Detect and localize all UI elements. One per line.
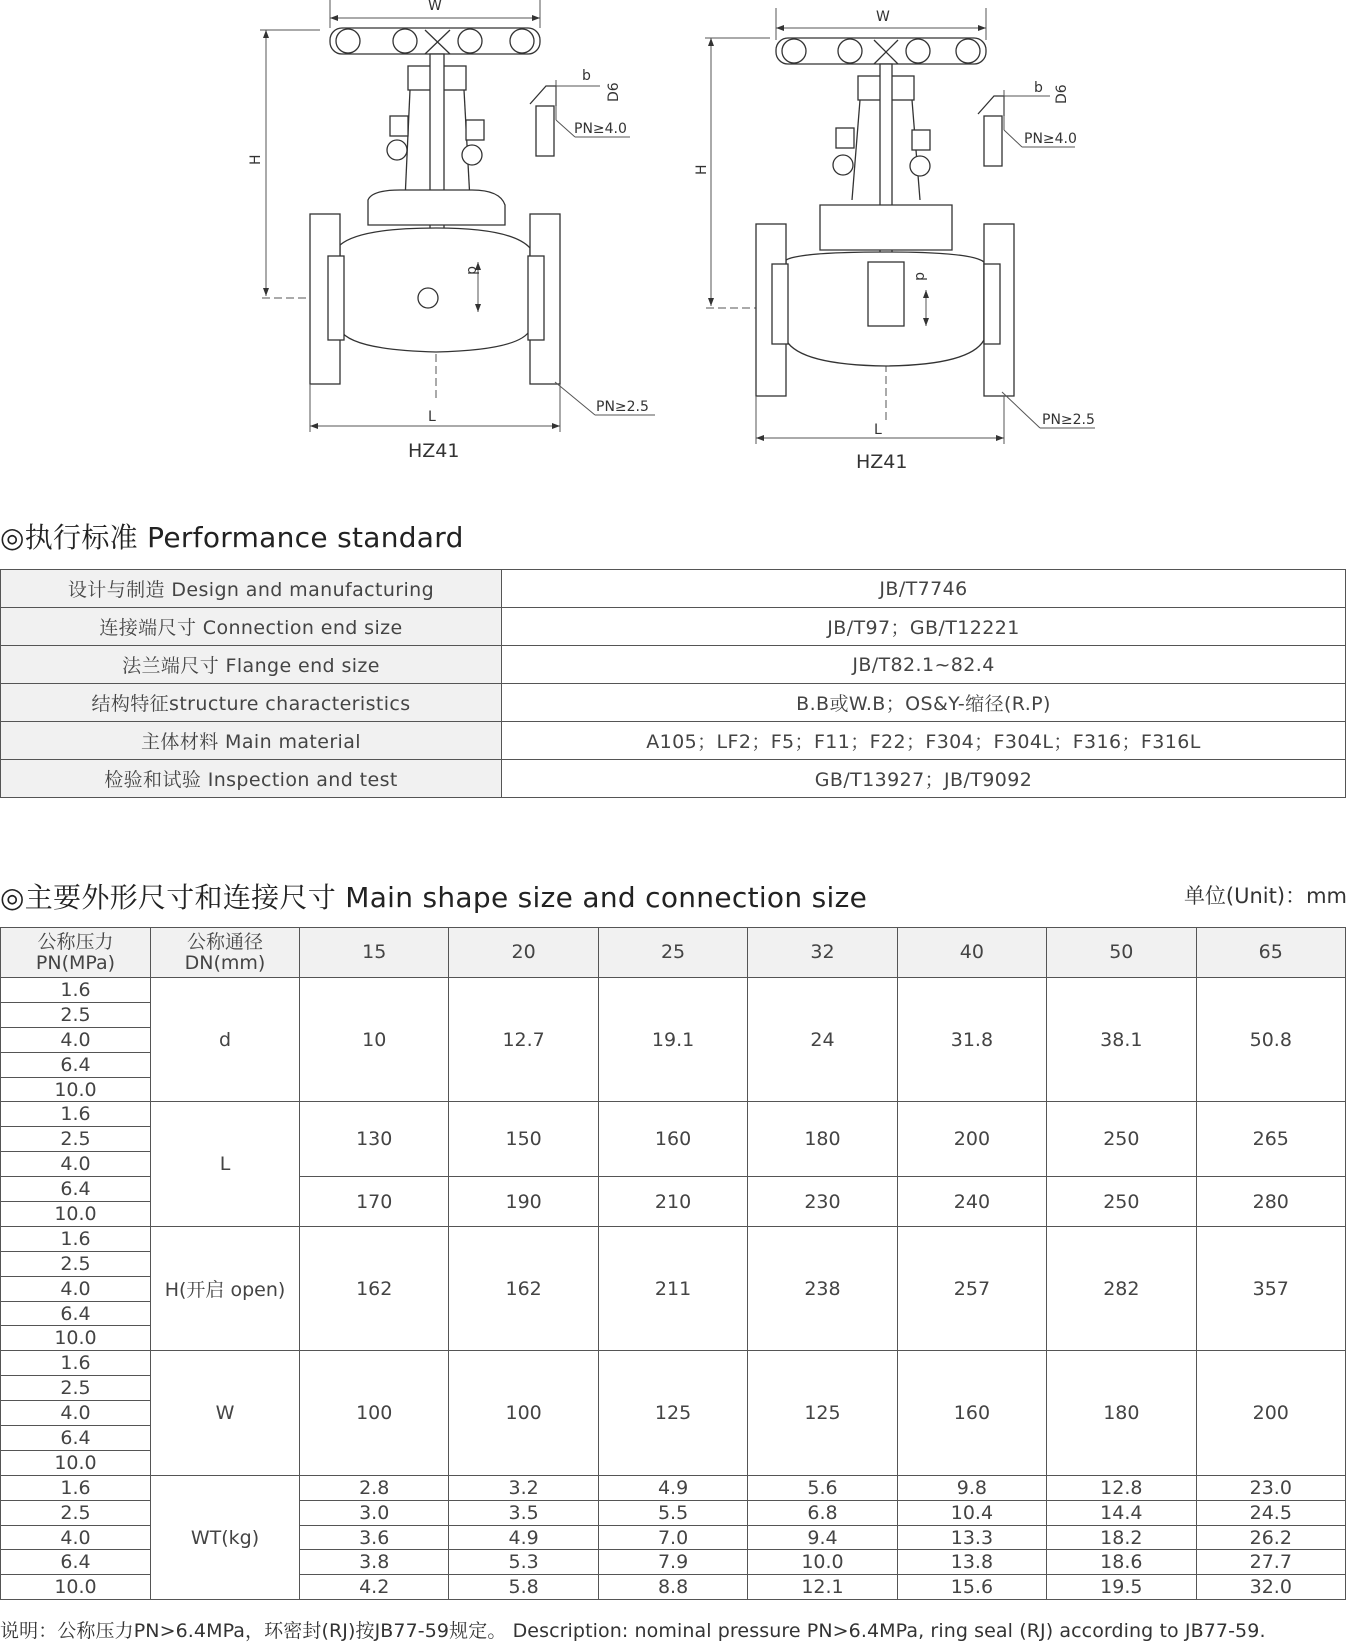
- dim-label-pn-top: PN≥4.0: [1024, 131, 1077, 147]
- weight-value: 10.4: [897, 1500, 1046, 1525]
- weight-value: 4.9: [449, 1525, 598, 1550]
- weight-value: 32.0: [1196, 1575, 1345, 1600]
- dim-value: 19.1: [598, 978, 747, 1102]
- dim-value: 160: [897, 1351, 1046, 1475]
- header-dn-value: 50: [1047, 928, 1196, 978]
- dim-value: 200: [897, 1102, 1046, 1177]
- pn-value: 6.4: [1, 1177, 151, 1202]
- pn-value: 2.5: [1, 1002, 151, 1027]
- weight-value: 24.5: [1196, 1500, 1345, 1525]
- pn-value: 10.0: [1, 1202, 151, 1227]
- table-row: [1, 722, 1346, 760]
- dim-value: 162: [300, 1226, 449, 1350]
- weight-value: 5.3: [449, 1550, 598, 1575]
- table-row: [1, 1351, 1346, 1376]
- table-header-row: [1, 928, 1346, 978]
- table-row: [1, 1226, 1346, 1251]
- dim-label-l: L: [428, 409, 436, 425]
- table-row: [1, 1102, 1346, 1127]
- performance-heading: ◎执行标准 Performance standard: [0, 521, 464, 554]
- weight-value: 26.2: [1196, 1525, 1345, 1550]
- weight-value: 5.6: [748, 1475, 897, 1500]
- weight-value: 3.2: [449, 1475, 598, 1500]
- weight-value: 9.4: [748, 1525, 897, 1550]
- dim-value: 150: [449, 1102, 598, 1177]
- weight-value: 8.8: [598, 1575, 747, 1600]
- header-dn-value: 25: [598, 928, 747, 978]
- weight-value: 13.3: [897, 1525, 1046, 1550]
- table-row: [1, 608, 1346, 646]
- dim-value: 190: [449, 1177, 598, 1227]
- drawing-caption: HZ41: [408, 440, 460, 462]
- weight-value: 18.2: [1047, 1525, 1196, 1550]
- pn-value: 1.6: [1, 1102, 151, 1127]
- weight-value: 3.8: [300, 1550, 449, 1575]
- dimensions-heading: ◎主要外形尺寸和连接尺寸 Main shape size and connection size: [0, 881, 868, 914]
- dim-label-pn-bottom: PN≥2.5: [596, 399, 649, 415]
- dim-value: 265: [1196, 1102, 1345, 1177]
- pn-value: 4.0: [1, 1027, 151, 1052]
- weight-value: 14.4: [1047, 1500, 1196, 1525]
- dim-value: 31.8: [897, 978, 1046, 1102]
- standard-label: 法兰端尺寸 Flange end size: [1, 646, 502, 684]
- header-dn-value: 32: [748, 928, 897, 978]
- dim-label-b: b: [1034, 80, 1043, 96]
- dim-value: 240: [897, 1177, 1046, 1227]
- param-label: W: [151, 1351, 300, 1475]
- dim-value: 238: [748, 1226, 897, 1350]
- dim-value: 130: [300, 1102, 449, 1177]
- dim-label-h: H: [694, 164, 710, 175]
- weight-value: 7.0: [598, 1525, 747, 1550]
- weight-value: 3.0: [300, 1500, 449, 1525]
- dim-value: 125: [598, 1351, 747, 1475]
- dim-value: 125: [748, 1351, 897, 1475]
- dim-label-w: W: [876, 9, 890, 25]
- pn-value: 6.4: [1, 1052, 151, 1077]
- param-label: L: [151, 1102, 300, 1226]
- pn-value: 1.6: [1, 1475, 151, 1500]
- table-row: [1, 684, 1346, 722]
- dim-label-pn-bottom: PN≥2.5: [1042, 412, 1095, 428]
- dimensions-table: [0, 927, 1346, 1600]
- dim-label-w: W: [428, 0, 442, 14]
- header-dn-value: 65: [1196, 928, 1345, 978]
- weight-value: 12.1: [748, 1575, 897, 1600]
- dim-value: 211: [598, 1226, 747, 1350]
- dim-value: 210: [598, 1177, 747, 1227]
- pn-value: 4.0: [1, 1525, 151, 1550]
- header-dn-value: 15: [300, 928, 449, 978]
- dim-value: 250: [1047, 1177, 1196, 1227]
- valve-drawing-left: [248, 0, 655, 462]
- dim-label-pn-top: PN≥4.0: [574, 121, 627, 137]
- table-row: [1, 646, 1346, 684]
- standard-label: 主体材料 Main material: [1, 722, 502, 760]
- table-row: [1, 760, 1346, 798]
- weight-value: 19.5: [1047, 1575, 1196, 1600]
- dim-value: 170: [300, 1177, 449, 1227]
- weight-value: 12.8: [1047, 1475, 1196, 1500]
- weight-value: 13.8: [897, 1550, 1046, 1575]
- pn-value: 10.0: [1, 1450, 151, 1475]
- table-row: [1, 978, 1346, 1003]
- standard-value: GB/T13927；JB/T9092: [502, 760, 1346, 798]
- pn-value: 2.5: [1, 1251, 151, 1276]
- table-row: [1, 1475, 1346, 1500]
- weight-value: 15.6: [897, 1575, 1046, 1600]
- dim-value: 180: [748, 1102, 897, 1177]
- weight-value: 23.0: [1196, 1475, 1345, 1500]
- pn-value: 4.0: [1, 1401, 151, 1426]
- header-dn-value: 20: [449, 928, 598, 978]
- valve-drawing-right: [694, 8, 1095, 473]
- dim-value: 257: [897, 1226, 1046, 1350]
- dim-label-d: d: [912, 272, 928, 281]
- dim-value: 280: [1196, 1177, 1345, 1227]
- standard-value: B.B或W.B；OS&Y-缩径(R.P): [502, 684, 1346, 722]
- pn-value: 6.4: [1, 1550, 151, 1575]
- footnote: 说明：公称压力PN>6.4MPa，环密封(RJ)按JB77-59规定。 Description: nominal pressure PN>6.4MPa, ring seal (RJ) according to JB77-59.: [0, 1620, 1266, 1642]
- standard-label: 连接端尺寸 Connection end size: [1, 608, 502, 646]
- performance-table: [0, 569, 1346, 798]
- dim-value: 100: [300, 1351, 449, 1475]
- standard-value: JB/T97；GB/T12221: [502, 608, 1346, 646]
- pn-value: 6.4: [1, 1426, 151, 1451]
- param-label: WT(kg): [151, 1475, 300, 1599]
- header-dn: 公称通径 DN(mm): [151, 928, 300, 978]
- dim-label-b: b: [582, 68, 591, 84]
- dim-value: 12.7: [449, 978, 598, 1102]
- dim-label-d6: D6: [1054, 84, 1070, 104]
- weight-value: 6.8: [748, 1500, 897, 1525]
- pn-value: 2.5: [1, 1127, 151, 1152]
- weight-value: 5.8: [449, 1575, 598, 1600]
- weight-value: 4.9: [598, 1475, 747, 1500]
- standard-label: 设计与制造 Design and manufacturing: [1, 570, 502, 608]
- weight-value: 10.0: [748, 1550, 897, 1575]
- dim-value: 38.1: [1047, 978, 1196, 1102]
- weight-value: 9.8: [897, 1475, 1046, 1500]
- weight-value: 2.8: [300, 1475, 449, 1500]
- pn-value: 6.4: [1, 1301, 151, 1326]
- pn-value: 10.0: [1, 1326, 151, 1351]
- dim-label-l: L: [874, 422, 882, 438]
- pn-value: 1.6: [1, 1226, 151, 1251]
- dim-value: 250: [1047, 1102, 1196, 1177]
- pn-value: 4.0: [1, 1276, 151, 1301]
- dim-value: 24: [748, 978, 897, 1102]
- dim-value: 100: [449, 1351, 598, 1475]
- pn-value: 4.0: [1, 1152, 151, 1177]
- pn-value: 10.0: [1, 1077, 151, 1102]
- standard-value: JB/T82.1~82.4: [502, 646, 1346, 684]
- weight-value: 4.2: [300, 1575, 449, 1600]
- drawing-caption: HZ41: [856, 451, 908, 473]
- dim-label-h: H: [248, 154, 264, 165]
- standard-label: 结构特征structure characteristics: [1, 684, 502, 722]
- weight-value: 18.6: [1047, 1550, 1196, 1575]
- pn-value: 10.0: [1, 1575, 151, 1600]
- param-label: d: [151, 978, 300, 1102]
- pn-value: 1.6: [1, 1351, 151, 1376]
- dim-value: 230: [748, 1177, 897, 1227]
- pn-value: 1.6: [1, 978, 151, 1003]
- weight-value: 7.9: [598, 1550, 747, 1575]
- dim-label-d: d: [464, 266, 480, 275]
- dim-value: 50.8: [1196, 978, 1345, 1102]
- dim-value: 162: [449, 1226, 598, 1350]
- dim-value: 10: [300, 978, 449, 1102]
- unit-label: 单位(Unit)：mm: [1183, 884, 1347, 908]
- param-label: H(开启 open): [151, 1226, 300, 1350]
- dim-value: 160: [598, 1102, 747, 1177]
- weight-value: 27.7: [1196, 1550, 1345, 1575]
- standard-value: JB/T7746: [502, 570, 1346, 608]
- table-row: [1, 570, 1346, 608]
- standard-value: A105；LF2；F5；F11；F22；F304；F304L；F316；F316L: [502, 722, 1346, 760]
- pn-value: 2.5: [1, 1500, 151, 1525]
- dim-value: 180: [1047, 1351, 1196, 1475]
- weight-value: 3.5: [449, 1500, 598, 1525]
- dim-value: 282: [1047, 1226, 1196, 1350]
- dim-value: 357: [1196, 1226, 1345, 1350]
- weight-value: 3.6: [300, 1525, 449, 1550]
- dim-value: 200: [1196, 1351, 1345, 1475]
- standard-label: 检验和试验 Inspection and test: [1, 760, 502, 798]
- header-dn-value: 40: [897, 928, 1046, 978]
- header-pn: 公称压力 PN(MPa): [1, 928, 151, 978]
- pn-value: 2.5: [1, 1376, 151, 1401]
- valve-drawings: [0, 0, 1347, 480]
- dim-label-d6: D6: [606, 82, 622, 102]
- weight-value: 5.5: [598, 1500, 747, 1525]
